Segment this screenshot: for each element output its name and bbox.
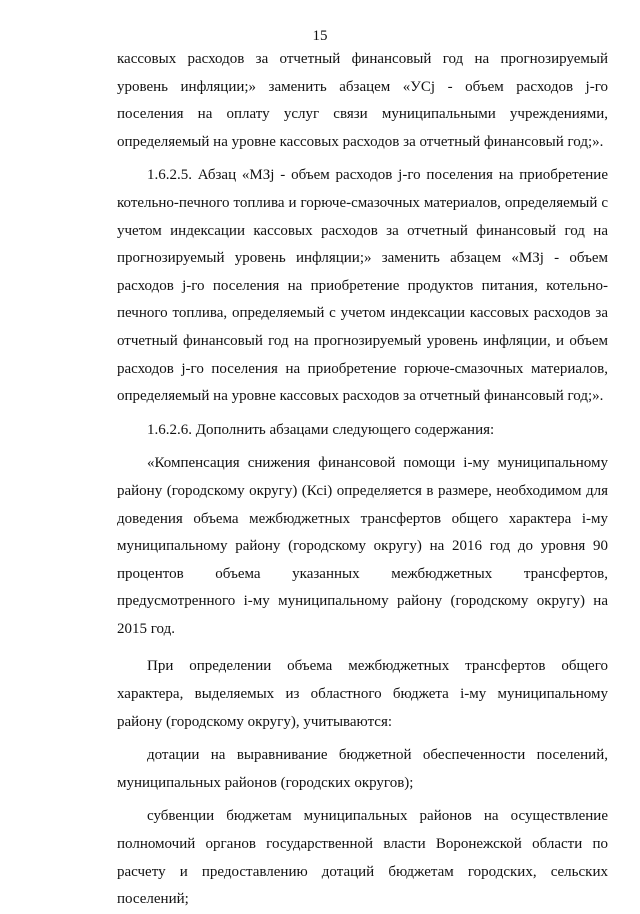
list-item-subventions: субвенции бюджетам муниципальных районов на осуществление полномочий органов государственной власти Воронежской области по расчету и предоставлению дотаций бюджетам городских, сельских поселений; xyxy=(117,808,608,908)
paragraph-1-6-2-5: 1.6.2.5. Абзац «МЗj - объем расходов j-го поселения на приобретение котельно-печного топлива и горюче-смазочных материалов, определяемый с учетом индексации кассовых расходов за отчетный финансовый год на прогнозируемый уровень инфляции;» заменить абзацем «МЗj - объем расходов j-го поселения на приобретение продуктов питания, котельно-печного топлива, определяемый с учетом индексации кассовых расходов за отчетный финансовый год на прогнозируемый уровень инфляции, и объем расходов j-го поселения на приобретение горюче-смазочных материалов, определяемый на уровне кассовых расходов за отчетный финансовый год;». xyxy=(117,167,608,405)
paragraph-transfers-intro: При определении объема межбюджетных трансфертов общего характера, выделяемых из областного бюджета i-му муниципальному району (городскому округу), учитываются: xyxy=(117,658,608,730)
paragraph-compensation: «Компенсация снижения финансовой помощи i-му муниципальному району (городскому округу) (Ксi) определяется в размере, необходимом для доведения объема межбюджетных трансфертов общего характера i-му муниципальному району (городскому округу) на 2016 год до уровня 90 процентов объема указанных межбюджетных трансфертов, предусмотренного i-му муниципальному району (городскому округу) на 2015 год. xyxy=(117,455,608,637)
paragraph-1-6-2-6: 1.6.2.6. Дополнить абзацами следующего содержания: xyxy=(147,421,495,438)
paragraph-continuation: кассовых расходов за отчетный финансовый год на прогнозируемый уровень инфляции;» заменить абзацем «УСj - объем расходов j-го поселения на оплату услуг связи муниципальными учреждениями, определяемый на уровне кассовых расходов за отчетный финансовый год;». xyxy=(117,51,608,150)
list-item-equalization-grants: дотации на выравнивание бюджетной обеспеченности поселений, муниципальных районов (городских округов); xyxy=(117,747,608,791)
document-body xyxy=(117,46,608,914)
page-number: 15 xyxy=(312,28,328,44)
